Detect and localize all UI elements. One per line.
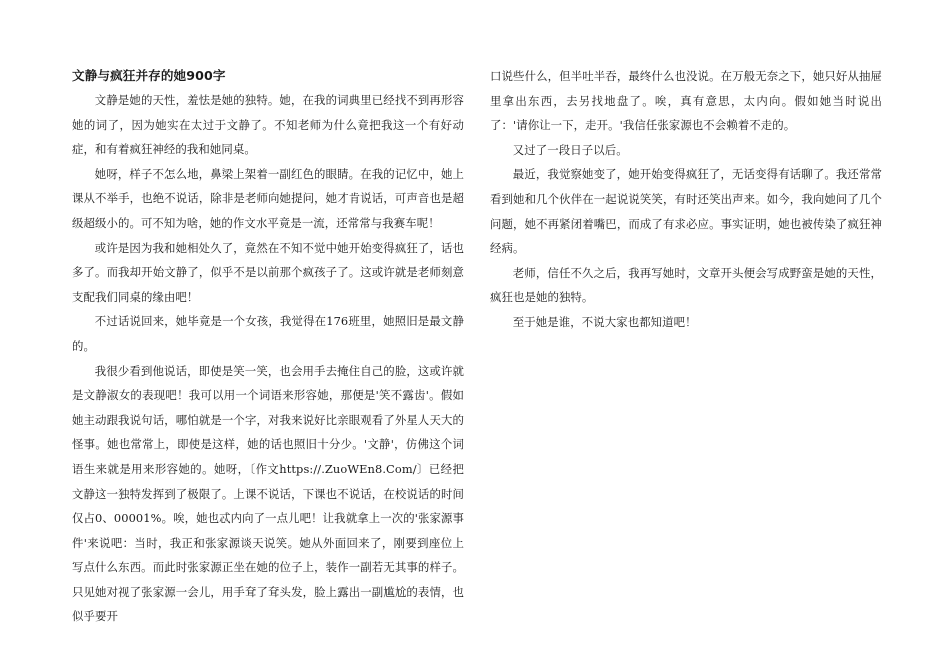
paragraph: 至于她是谁，不说大家也都知道吧！ bbox=[512, 314, 697, 329]
paragraph: 我很少看到他说话，即使是笑一笑，也会用手去掩住自己的脸，这或许就是文静淑女的表现吧！我可以用一个词语来形容她，那便是'笑不露齿'。假如她主动跟我说句话，哪怕就是一个字，对我来说好比亲眼观看了外星人天大的怪事。她也常常上，即使是这样，她的话也照旧十分少。'文静'，仿佛这个词语生来就是用来形容她的。她呀，〔作文https://.ZuoWEn8.Com/〕已经把文静这一独特发挥到了极限了。上课不说话，下课也不说话，在校说话的时间仅占0、00001%。唉，她也忒内向了一点儿吧！让我就拿上一次的'张家源事件'来说吧：当时，我正和张家源谈天说笑。她从外面回来了，刚要到座位上写点什么东西。而此时张家源正坐在她的位子上，装作一副若无其事的样子。只见她对视了张家源一会儿，用手耷了耷头发，脸上露出一副尴尬的表情，也似乎要开 bbox=[72, 363, 464, 624]
paragraph: 又过了一段日子以后。 bbox=[512, 142, 628, 157]
document-title: 文静与疯狂并存的她900字 bbox=[72, 68, 226, 83]
paragraph: 文静是她的天性，羞怯是她的独特。她，在我的词典里已经找不到再形容她的词了，因为她实在太过于文静了。不知老师为什么竟把我这一个有好动症，和有着疯狂神经的我和她同桌。 bbox=[72, 93, 464, 157]
paragraph: 老师，信任不久之后，我再写她时，文章开头便会写成野蛮是她的天性，疯狂也是她的独特。 bbox=[490, 265, 882, 305]
paragraph: 最近，我觉察她变了，她开始变得疯狂了，无话变得有话聊了。我还常常看到她和几个伙伴在一起说说笑笑，有时还笑出声来。如今，我向她问了几个问题，她不再紧闭着嘴巴，而成了有求必应。事实证明，她也被传染了疯狂神经病。 bbox=[490, 167, 882, 256]
paragraph: 或许是因为我和她相处久了，竟然在不知不觉中她开始变得疯狂了，话也多了。而我却开始文静了，似乎不是以前那个疯孩子了。这或许就是老师刻意支配我们同桌的缘由吧！ bbox=[72, 240, 464, 304]
paragraph: 不过话说回来，她毕竟是一个女孩，我觉得在176班里，她照旧是最文静的。 bbox=[72, 314, 464, 353]
paragraph-continued: 口说些什么，但半吐半吞，最终什么也没说。在万般无奈之下，她只好从抽屉里拿出东西，去另找地盘了。唉，真有意思，太内向。假如她当时说出了：'请你让一下，走开。'我信任张家源也不会赖着不走的。 bbox=[490, 69, 882, 133]
right-column bbox=[490, 64, 882, 335]
paragraph: 她呀，样子不怎么地，鼻梁上架着一副红色的眼睛。在我的记忆中，她上课从不举手，也绝不说话，除非是老师向她提问，她才肯说话，可声音也是超级超级小的。可不知为啥，她的作文水平竟是一流，还常常与我赛车呢！ bbox=[72, 166, 464, 230]
left-column bbox=[72, 64, 464, 629]
